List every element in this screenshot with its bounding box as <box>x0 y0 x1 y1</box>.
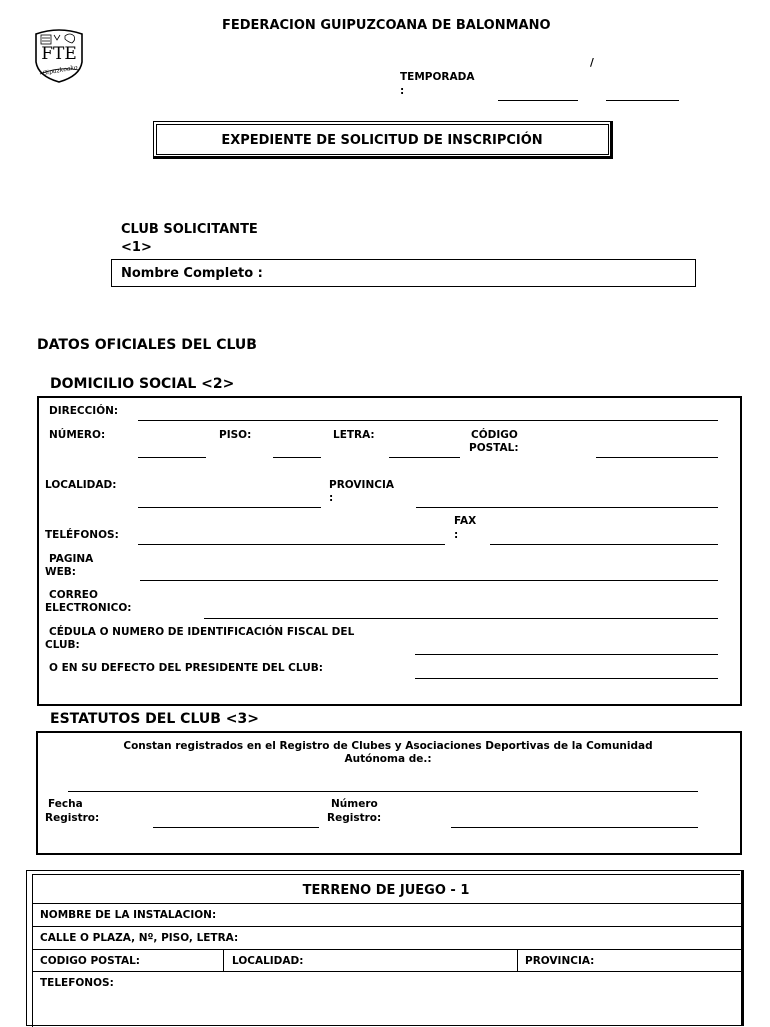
postal-field[interactable] <box>596 457 718 458</box>
floor-label: PISO: <box>219 429 252 441</box>
domicile-box <box>37 396 742 706</box>
fiscal-id-label-2: CLUB: <box>45 639 80 651</box>
season-slash: / <box>590 57 594 69</box>
season-colon: : <box>400 85 405 97</box>
form-title: EXPEDIENTE DE SOLICITUD DE INSCRIPCIÓN <box>221 133 543 148</box>
province-label-2: : <box>329 492 334 504</box>
official-data-heading: DATOS OFICIALES DEL CLUB <box>37 337 257 353</box>
statutes-registered-2: Autónoma de.: <box>344 753 432 765</box>
registry-date-label-1: Fecha <box>48 798 83 810</box>
club-heading: CLUB SOLICITANTE <box>121 222 258 237</box>
letter-label: LETRA: <box>333 429 375 441</box>
season-label: TEMPORADA <box>400 71 475 83</box>
ground-locality-label: LOCALIDAD: <box>232 955 304 967</box>
postal-label-2: POSTAL: <box>469 442 519 454</box>
registry-number-label-2: Registro: <box>327 812 382 824</box>
logo-text: FTE <box>41 44 77 64</box>
web-field[interactable] <box>140 580 718 581</box>
ground-postal-label: CODIGO POSTAL: <box>40 955 141 967</box>
season-start-field[interactable] <box>498 100 578 101</box>
web-label-1: PAGINA <box>49 553 94 565</box>
form-title-box <box>153 121 613 159</box>
statutes-heading: ESTATUTOS DEL CLUB <3> <box>50 711 259 727</box>
domicile-heading: DOMICILIO SOCIAL <2> <box>50 376 235 392</box>
ground-table <box>26 870 744 1026</box>
street-label: CALLE O PLAZA, Nº, PISO, LETRA: <box>40 932 239 944</box>
address-field[interactable] <box>138 420 718 421</box>
email-label-1: CORREO <box>49 589 98 601</box>
floor-field[interactable] <box>273 457 321 458</box>
number-field[interactable] <box>138 457 206 458</box>
province-field[interactable] <box>416 507 718 508</box>
season-end-field[interactable] <box>606 100 679 101</box>
web-label-2: WEB: <box>45 566 76 578</box>
fiscal-id-field[interactable] <box>415 654 718 655</box>
fax-label-2: : <box>454 529 459 541</box>
statutes-registered-1: Constan registrados en el Registro de Clubes y Asociaciones Deportivas de la Comunidad <box>123 740 653 752</box>
email-field[interactable] <box>204 618 718 619</box>
phones-label: TELÉFONOS: <box>45 529 119 541</box>
ground-title: TERRENO DE JUEGO - 1 <box>302 883 470 898</box>
locality-field[interactable] <box>138 507 321 508</box>
president-field[interactable] <box>415 678 718 679</box>
province-label-1: PROVINCIA <box>329 479 394 491</box>
club-ref: <1> <box>121 240 152 255</box>
registry-date-label-2: Registro: <box>45 812 100 824</box>
installation-label: NOMBRE DE LA INSTALACION: <box>40 909 217 921</box>
registry-number-field[interactable] <box>451 827 698 828</box>
locality-label: LOCALIDAD: <box>45 479 117 491</box>
club-full-name-field[interactable] <box>111 259 696 287</box>
letter-field[interactable] <box>389 457 460 458</box>
phones-field[interactable] <box>138 544 445 545</box>
registry-date-field[interactable] <box>153 827 319 828</box>
number-label: NÚMERO: <box>49 429 106 441</box>
autonomous-community-field[interactable] <box>68 791 698 792</box>
fax-field[interactable] <box>490 544 718 545</box>
federation-logo <box>32 26 86 84</box>
email-label-2: ELECTRONICO: <box>45 602 132 614</box>
federation-title: FEDERACION GUIPUZCOANA DE BALONMANO <box>222 18 551 33</box>
fiscal-id-label-1: CÉDULA O NUMERO DE IDENTIFICACIÓN FISCAL DEL <box>49 626 355 638</box>
president-label: O EN SU DEFECTO DEL PRESIDENTE DEL CLUB: <box>49 662 323 674</box>
registry-number-label-1: Número <box>331 798 378 810</box>
address-label: DIRECCIÓN: <box>49 405 119 417</box>
logo-subtext: Gipuzkoako <box>41 63 79 78</box>
ground-phones-label: TELEFONOS: <box>40 977 114 989</box>
club-full-name-label: Nombre Completo : <box>121 266 263 281</box>
ground-province-label: PROVINCIA: <box>525 955 595 967</box>
postal-label-1: CÓDIGO <box>471 429 518 441</box>
fax-label-1: FAX <box>454 515 477 527</box>
